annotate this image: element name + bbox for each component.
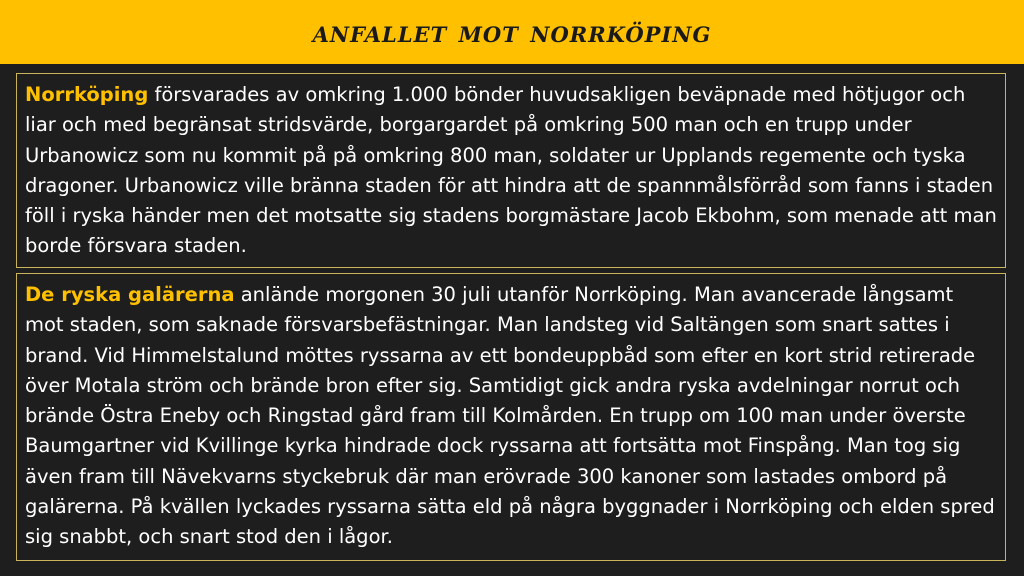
paragraph-1-lead: Norrköping (25, 83, 149, 106)
title-bar (0, 0, 1024, 64)
paragraph-box-2 (16, 273, 1006, 561)
paragraph-2-lead: De ryska galärerna (25, 283, 235, 306)
paragraph-2-body: anlände morgonen 30 juli utanför Norrköping. Man avancerade långsamt mot staden, som saknade försvarsbefästningar. Man landsteg vid Saltängen som snart sattes i brand. Vid Himmelstalund möttes ryssarna av ett bondeuppbåd som efter en kort strid retirerade över Motala ström och brände bron efter sig. Samtidigt gick andra ryska avdelningar norrut och brände Östra Eneby och Ringstad gård fram till Kolmården. En trupp om 100 man under överste Baumgartner vid Kvillinge kyrka hindrade dock ryssarna att fortsätta mot Finspång. Man tog sig även fram till Nävekvarns styckebruk där man erövrade 300 kanoner som lastades ombord på galärerna. På kvällen lyckades ryssarna sätta eld på några byggnader i Norrköping och elden spred sig snabbt, och snart stod den i lågor. (25, 283, 995, 549)
page-title: anfallet mot norrköping (312, 14, 712, 50)
paragraph-1-body: försvarades av omkring 1.000 bönder huvudsakligen beväpnade med hötjugor och liar och med begränsat stridsvärde, borgargardet på omkring 500 man och en trupp under Urbanowicz som nu kommit på på omkring 800 man, soldater ur Upplands regemente och tyska dragoner. Urbanowicz ville bränna staden för att hindra att de spannmålsförråd som fanns i staden föll i ryska händer men det motsatte sig stadens borgmästare Jacob Ekbohm, som menade att man borde försvara staden. (25, 83, 997, 258)
paragraph-box-1 (16, 73, 1006, 268)
